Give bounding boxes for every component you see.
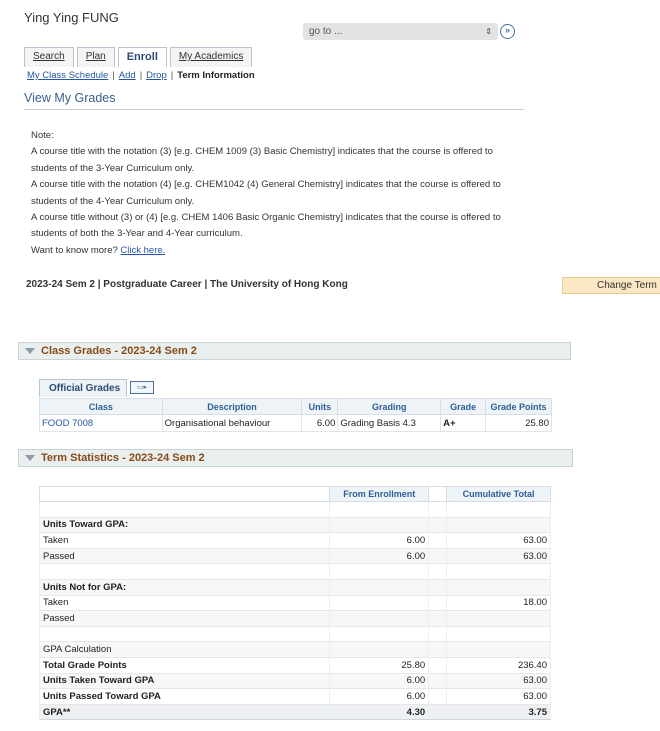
tab-search[interactable]	[24, 47, 74, 67]
value-cell: 63.00	[447, 689, 551, 705]
col-description: Description	[162, 399, 302, 415]
grid-view-icon[interactable]: ▭▸	[130, 381, 154, 394]
term-statistics-header[interactable]	[18, 449, 573, 467]
term-info: 2023-24 Sem 2 | Postgraduate Career | The University of Hong Kong	[26, 279, 348, 290]
value-cell: 63.00	[447, 673, 551, 689]
subnav-separator: |	[112, 70, 115, 81]
gpa-label: GPA**	[40, 704, 330, 720]
stats-blank-header	[40, 487, 330, 502]
stats-spacer-header	[429, 487, 447, 502]
class-grades-title: Class Grades - 2023-24 Sem 2	[41, 345, 197, 357]
table-row	[40, 657, 551, 673]
total-grade-points-label: Total Grade Points	[40, 657, 330, 673]
units-passed-toward-gpa-label: Units Passed Toward GPA	[40, 689, 330, 705]
term-statistics-table	[39, 486, 551, 720]
units-toward-gpa-label: Units Toward GPA:	[40, 517, 330, 533]
drop-link[interactable]: Drop	[146, 70, 167, 81]
table-row	[40, 642, 551, 658]
passed-label: Passed	[40, 548, 330, 564]
taken-label: Taken	[40, 533, 330, 549]
grade-cell: A+	[441, 415, 486, 432]
tab-plan[interactable]	[77, 47, 115, 67]
col-grade-points: Grade Points	[486, 399, 552, 415]
value-cell: 63.00	[447, 533, 551, 549]
goto-button[interactable]: »	[500, 24, 515, 39]
goto-select[interactable]	[303, 23, 498, 40]
value-cell: 18.00	[447, 595, 551, 611]
collapse-triangle-icon	[25, 348, 35, 354]
note-line: A course title without (3) or (4) [e.g. CHEM 1406 Basic Organic Chemistry] indicates that the course is offered to students of both the 3-Year and 4-Year curriculum.	[31, 212, 501, 240]
note-more-prefix: Want to know more?	[31, 244, 118, 256]
gpa-value: 4.30	[330, 704, 429, 720]
goto-placeholder: go to ...	[309, 26, 343, 37]
table-row	[40, 548, 551, 564]
table-row	[40, 611, 551, 627]
col-cumulative-total: Cumulative Total	[447, 487, 551, 502]
value-cell	[447, 611, 551, 627]
table-row	[40, 517, 551, 533]
value-cell: 25.80	[330, 657, 429, 673]
note-block	[31, 128, 531, 259]
tab-my-academics[interactable]	[170, 47, 252, 67]
description-cell: Organisational behaviour	[162, 415, 302, 432]
note-heading: Note:	[31, 130, 54, 141]
value-cell: 6.00	[330, 533, 429, 549]
table-row	[40, 626, 551, 642]
table-row	[40, 502, 551, 518]
value-cell: 6.00	[330, 689, 429, 705]
units-not-for-gpa-label: Units Not for GPA:	[40, 579, 330, 595]
col-grade: Grade	[441, 399, 486, 415]
value-cell: 63.00	[447, 548, 551, 564]
value-cell: 236.40	[447, 657, 551, 673]
value-cell: 6.00	[330, 548, 429, 564]
col-grading: Grading	[338, 399, 441, 415]
term-statistics-title: Term Statistics - 2023-24 Sem 2	[41, 452, 205, 464]
value-cell: 6.00	[330, 673, 429, 689]
click-here-link[interactable]: Click here.	[120, 244, 166, 256]
my-class-schedule-link[interactable]: My Class Schedule	[27, 70, 109, 81]
tab-plan-label: Plan	[85, 51, 106, 62]
class-link[interactable]: FOOD 7008	[40, 415, 163, 432]
table-row	[40, 704, 551, 720]
subnav-separator: |	[170, 70, 174, 81]
col-units: Units	[302, 399, 338, 415]
note-line: A course title with the notation (3) [e.g. CHEM 1009 (3) Basic Chemistry] indicates that the course is offered to students of the 3-Year Curriculum only.	[31, 146, 493, 174]
table-row	[40, 415, 552, 432]
col-from-enrollment: From Enrollment	[330, 487, 429, 502]
note-more	[31, 243, 531, 259]
page-title: View My Grades	[24, 91, 116, 105]
tab-enroll-label: Enroll	[126, 51, 158, 63]
title-divider	[24, 109, 524, 110]
units-taken-toward-gpa-label: Units Taken Toward GPA	[40, 673, 330, 689]
collapse-triangle-icon	[25, 455, 35, 461]
tab-my-academics-label: My Academics	[178, 51, 244, 62]
tab-enroll[interactable]	[118, 47, 167, 67]
units-cell: 6.00	[302, 415, 338, 432]
official-grades-tab[interactable]: Official Grades	[39, 379, 127, 397]
table-row	[40, 564, 551, 580]
tab-search-label: Search	[33, 51, 65, 62]
table-row	[40, 595, 551, 611]
cumulative-gpa-value: 3.75	[447, 704, 551, 720]
class-grades-header[interactable]	[18, 342, 571, 360]
grade-points-cell: 25.80	[486, 415, 552, 432]
table-row	[40, 673, 551, 689]
term-information-current: Term Information	[177, 70, 255, 81]
grading-cell: Grading Basis 4.3	[338, 415, 441, 432]
subnav-separator: |	[139, 70, 143, 81]
grades-table	[39, 398, 552, 432]
passed-label: Passed	[40, 611, 330, 627]
value-cell	[330, 595, 429, 611]
sub-navigation	[27, 70, 255, 81]
col-class: Class	[40, 399, 163, 415]
taken-label: Taken	[40, 595, 330, 611]
change-term-button[interactable]: Change Term	[562, 277, 660, 294]
note-line: A course title with the notation (4) [e.g. CHEM1042 (4) General Chemistry] indicates that the course is offered to students of the 4-Year Curriculum only.	[31, 179, 501, 207]
select-arrows-icon: ⇕	[485, 27, 492, 36]
add-link[interactable]: Add	[118, 70, 136, 81]
table-row	[40, 689, 551, 705]
table-row	[40, 579, 551, 595]
table-row	[40, 533, 551, 549]
user-name: Ying Ying FUNG	[24, 10, 119, 25]
gpa-calculation-label: GPA Calculation	[40, 642, 330, 658]
value-cell	[330, 611, 429, 627]
main-tabs	[24, 47, 252, 67]
